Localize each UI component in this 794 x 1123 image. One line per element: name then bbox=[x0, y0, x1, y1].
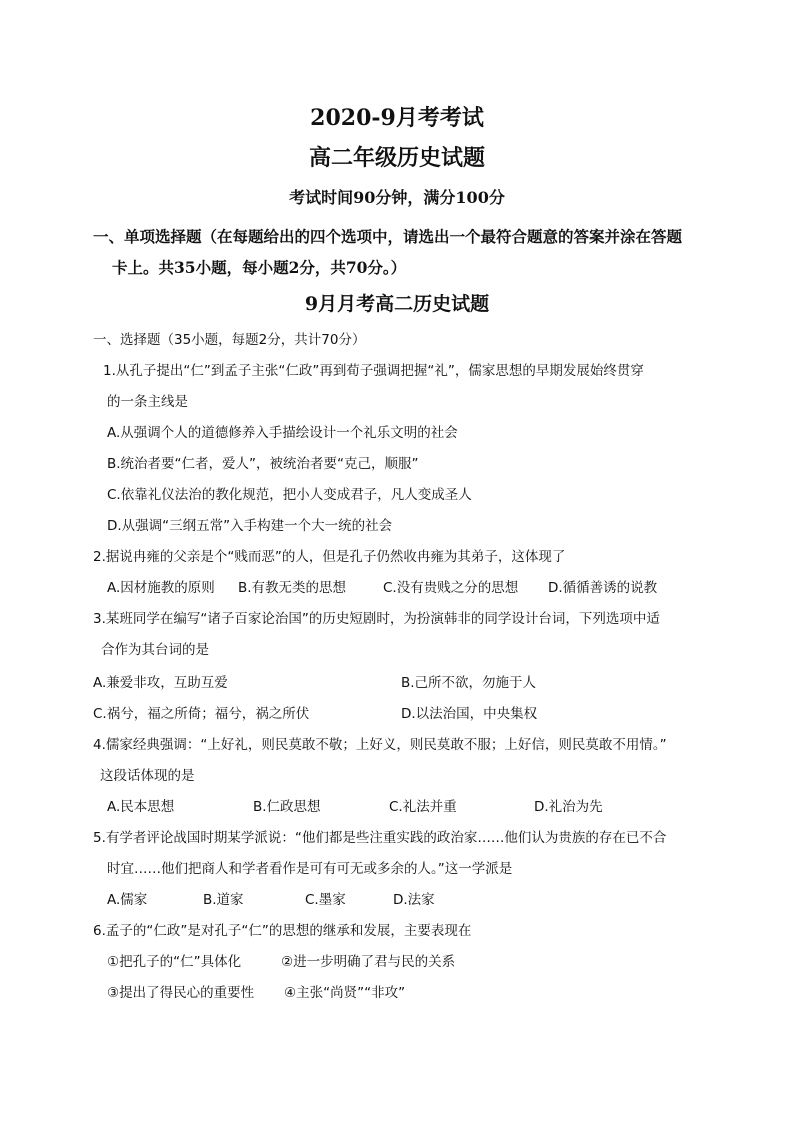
option-d: D.以法治国，中央集权 bbox=[401, 706, 538, 722]
option-b: B.统治者要“仁者，爱人”，被统治者要“克己，顺服” bbox=[107, 456, 419, 472]
option-a: A.从强调个人的道德修养入手描绘设计一个礼乐文明的社会 bbox=[107, 425, 458, 441]
instruction-line-1: 一、单项选择题（在每题给出的四个选项中，请选出一个最符合题意的答案并涂在答题 bbox=[93, 227, 683, 246]
option-a: A.民本思想 bbox=[107, 799, 175, 815]
instruction-line-2: 卡上。共35小题，每小题2分，共70分。） bbox=[112, 258, 407, 277]
option-d: D.礼治为先 bbox=[534, 799, 603, 815]
subject-title: 高二年级历史试题 bbox=[308, 145, 485, 171]
option-2: ②进一步明确了君与民的关系 bbox=[281, 954, 456, 970]
section-heading: 一、选择题（35小题，每题2分，共计70分） bbox=[93, 332, 366, 348]
paper-title: 9月月考高二历史试题 bbox=[304, 293, 490, 315]
option-a: A.兼爱非攻，互助互爱 bbox=[93, 675, 228, 691]
question-stem: 的一条主线是 bbox=[107, 394, 188, 410]
question-stem: 5.有学者评论战国时期某学派说：“他们都是些注重实践的政治家……他们认为贵族的存在已不合 bbox=[93, 830, 667, 846]
option-c: C.礼法并重 bbox=[389, 799, 457, 815]
option-c: C.祸兮，福之所倚；福兮，祸之所伏 bbox=[93, 706, 310, 722]
option-b: B.道家 bbox=[203, 892, 244, 908]
option-a: A.因材施教的原则 bbox=[107, 580, 215, 596]
option-b: B.己所不欲，勿施于人 bbox=[401, 675, 537, 691]
question-stem: 6.孟子的“仁政”是对孔子“仁”的思想的继承和发展，主要表现在 bbox=[93, 923, 472, 939]
option-b: B.有教无类的思想 bbox=[238, 580, 347, 596]
option-b: B.仁政思想 bbox=[253, 799, 321, 815]
question-stem: 合作为其台词的是 bbox=[101, 642, 209, 658]
question-stem: 1.从孔子提出“仁”到孟子主张“仁政”再到荀子强调把握“礼”，儒家思想的早期发展始终贯穿 bbox=[103, 363, 644, 379]
question-stem: 这段话体现的是 bbox=[100, 768, 195, 784]
exam-info: 考试时间90分钟，满分100分 bbox=[289, 188, 505, 207]
option-c: C.墨家 bbox=[305, 892, 346, 908]
option-1: ①把孔子的“仁”具体化 bbox=[107, 954, 242, 970]
question-stem: 2.据说冉雍的父亲是个“贱而恶”的人，但是孔子仍然收冉雍为其弟子，这体现了 bbox=[93, 549, 566, 565]
exam-title: 2020-9月考考试 bbox=[310, 105, 484, 131]
option-c: C.没有贵贱之分的思想 bbox=[383, 580, 519, 596]
question-stem: 4.儒家经典强调：“上好礼，则民莫敢不敬；上好义，则民莫敢不服；上好信，则民莫敢不用情。” bbox=[93, 737, 667, 753]
option-4: ④主张“尚贤”“非攻” bbox=[284, 985, 406, 1001]
option-c: C.依靠礼仪法治的教化规范，把小人变成君子，凡人变成圣人 bbox=[107, 487, 472, 503]
option-d: D.法家 bbox=[393, 892, 435, 908]
option-3: ③提出了得民心的重要性 bbox=[107, 985, 255, 1001]
option-d: D.循循善诱的说教 bbox=[548, 580, 658, 596]
option-a: A.儒家 bbox=[107, 892, 148, 908]
option-d: D.从强调“三纲五常”入手构建一个大一统的社会 bbox=[107, 518, 393, 534]
question-stem: 时宜……他们把商人和学者看作是可有可无或多余的人。”这一学派是 bbox=[107, 861, 513, 877]
question-stem: 3.某班同学在编写“诸子百家论治国”的历史短剧时，为扮演韩非的同学设计台词，下列选项中适 bbox=[93, 611, 660, 627]
